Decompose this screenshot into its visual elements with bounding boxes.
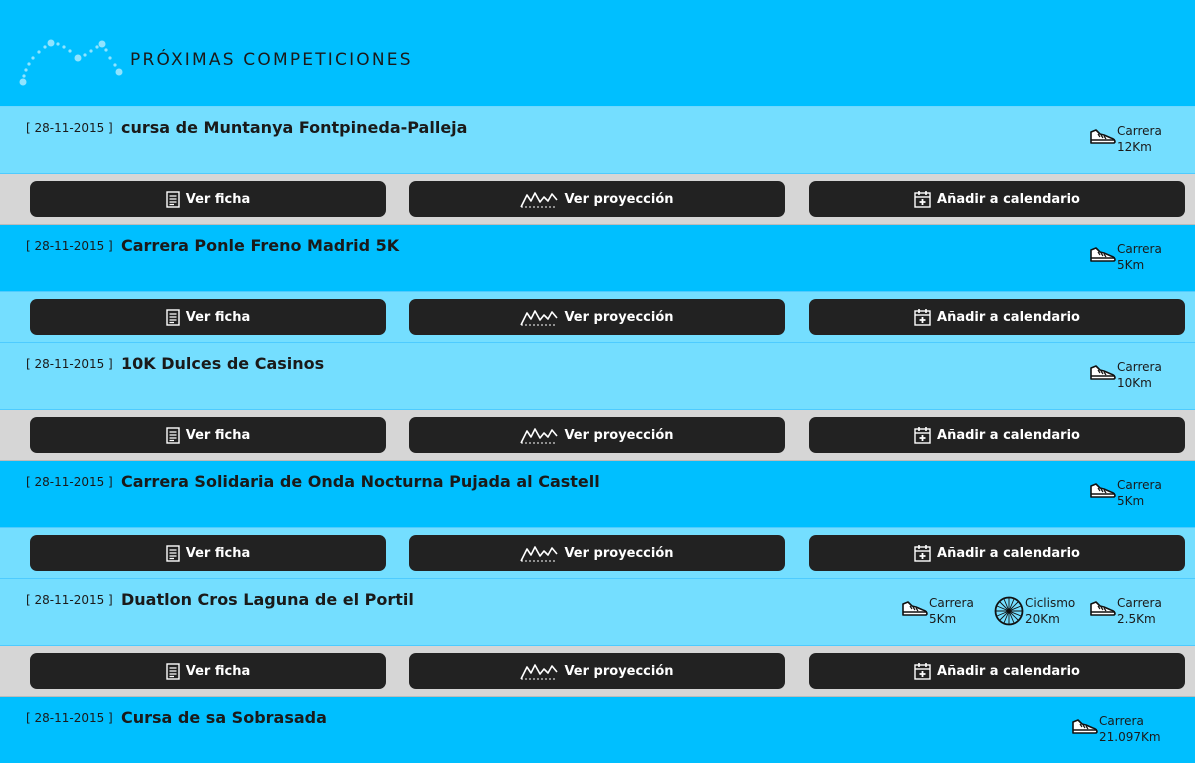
race-sports bbox=[1089, 124, 1195, 158]
race-name[interactable]: 10K Dulces de Casinos bbox=[121, 354, 325, 373]
document-icon bbox=[166, 545, 180, 562]
race-sports bbox=[905, 596, 1195, 630]
sport-distance: 5Km bbox=[1117, 258, 1145, 272]
route-logo-icon bbox=[18, 38, 128, 90]
sport-type: Carrera bbox=[1117, 124, 1162, 138]
sport-distance: 20Km bbox=[1025, 612, 1060, 626]
sport-type: Carrera bbox=[1117, 478, 1162, 492]
sport-type: Ciclismo bbox=[1025, 596, 1076, 610]
sport-distance: 21.097Km bbox=[1099, 730, 1161, 744]
button-label: Ver ficha bbox=[185, 191, 251, 207]
elevation-profile-icon bbox=[520, 543, 558, 563]
race-name[interactable]: Duatlon Cros Laguna de el Portil bbox=[121, 590, 414, 609]
page-header bbox=[0, 0, 1195, 107]
button-label: Ver ficha bbox=[185, 309, 251, 325]
ver-proyeccion-button[interactable] bbox=[409, 535, 785, 571]
race-actions bbox=[0, 174, 1195, 225]
race-actions bbox=[0, 646, 1195, 697]
ver-proyeccion-button[interactable] bbox=[409, 299, 785, 335]
button-label: Ver ficha bbox=[185, 545, 251, 561]
button-label: Ver proyección bbox=[564, 309, 674, 325]
add-to-calendar-button[interactable] bbox=[809, 181, 1185, 217]
race-row bbox=[0, 225, 1195, 292]
race-date: [ 28-11-2015 ] bbox=[26, 357, 113, 371]
ver-proyeccion-button[interactable] bbox=[409, 181, 785, 217]
sport-distance: 10Km bbox=[1117, 376, 1152, 390]
button-label: Añadir a calendario bbox=[937, 191, 1080, 207]
elevation-profile-icon bbox=[520, 661, 558, 681]
race-actions bbox=[0, 292, 1195, 343]
sport-type: Carrera bbox=[1117, 242, 1162, 256]
calendar-add-icon bbox=[914, 308, 931, 326]
document-icon bbox=[166, 427, 180, 444]
race-sports bbox=[1089, 242, 1195, 276]
add-to-calendar-button[interactable] bbox=[809, 417, 1185, 453]
race-sports bbox=[1089, 714, 1195, 748]
competition-list bbox=[0, 107, 1195, 763]
sport-type: Carrera bbox=[1117, 360, 1162, 374]
sport-type: Carrera bbox=[1099, 714, 1144, 728]
button-label: Ver ficha bbox=[185, 427, 251, 443]
sport-type: Carrera bbox=[1117, 596, 1162, 610]
button-label: Ver proyección bbox=[564, 191, 674, 207]
ver-ficha-button[interactable] bbox=[30, 181, 386, 217]
race-actions bbox=[0, 528, 1195, 579]
race-sports bbox=[1089, 478, 1195, 512]
ver-ficha-button[interactable] bbox=[30, 535, 386, 571]
document-icon bbox=[166, 663, 180, 680]
race-name[interactable]: Carrera Solidaria de Onda Nocturna Pujada al Castell bbox=[121, 472, 600, 491]
document-icon bbox=[166, 191, 180, 208]
button-label: Añadir a calendario bbox=[937, 427, 1080, 443]
race-row bbox=[0, 579, 1195, 646]
ver-proyeccion-button[interactable] bbox=[409, 417, 785, 453]
race-sports bbox=[1089, 360, 1195, 394]
race-name[interactable]: Carrera Ponle Freno Madrid 5K bbox=[121, 236, 400, 255]
button-label: Añadir a calendario bbox=[937, 309, 1080, 325]
button-label: Ver proyección bbox=[564, 663, 674, 679]
sport-distance: 5Km bbox=[929, 612, 957, 626]
race-date: [ 28-11-2015 ] bbox=[26, 711, 113, 725]
race-date: [ 28-11-2015 ] bbox=[26, 121, 113, 135]
race-row bbox=[0, 343, 1195, 410]
race-name[interactable]: cursa de Muntanya Fontpineda-Palleja bbox=[121, 118, 468, 137]
race-date: [ 28-11-2015 ] bbox=[26, 239, 113, 253]
ver-ficha-button[interactable] bbox=[30, 417, 386, 453]
race-date: [ 28-11-2015 ] bbox=[26, 593, 113, 607]
calendar-add-icon bbox=[914, 544, 931, 562]
button-label: Añadir a calendario bbox=[937, 663, 1080, 679]
add-to-calendar-button[interactable] bbox=[809, 653, 1185, 689]
calendar-add-icon bbox=[914, 662, 931, 680]
calendar-add-icon bbox=[914, 426, 931, 444]
button-label: Añadir a calendario bbox=[937, 545, 1080, 561]
race-date: [ 28-11-2015 ] bbox=[26, 475, 113, 489]
document-icon bbox=[166, 309, 180, 326]
ver-ficha-button[interactable] bbox=[30, 299, 386, 335]
race-name[interactable]: Cursa de sa Sobrasada bbox=[121, 708, 327, 727]
button-label: Ver proyección bbox=[564, 427, 674, 443]
ver-proyeccion-button[interactable] bbox=[409, 653, 785, 689]
race-actions bbox=[0, 410, 1195, 461]
race-row bbox=[0, 107, 1195, 174]
elevation-profile-icon bbox=[520, 189, 558, 209]
sport-distance: 12Km bbox=[1117, 140, 1152, 154]
sport-distance: 5Km bbox=[1117, 494, 1145, 508]
button-label: Ver ficha bbox=[185, 663, 251, 679]
race-row bbox=[0, 461, 1195, 528]
sport-type: Carrera bbox=[929, 596, 974, 610]
ver-ficha-button[interactable] bbox=[30, 653, 386, 689]
button-label: Ver proyección bbox=[564, 545, 674, 561]
add-to-calendar-button[interactable] bbox=[809, 535, 1185, 571]
elevation-profile-icon bbox=[520, 425, 558, 445]
sport-distance: 2.5Km bbox=[1117, 612, 1156, 626]
race-row bbox=[0, 697, 1195, 763]
calendar-add-icon bbox=[914, 190, 931, 208]
elevation-profile-icon bbox=[520, 307, 558, 327]
page-title: PRÓXIMAS COMPETICIONES bbox=[130, 50, 413, 70]
add-to-calendar-button[interactable] bbox=[809, 299, 1185, 335]
